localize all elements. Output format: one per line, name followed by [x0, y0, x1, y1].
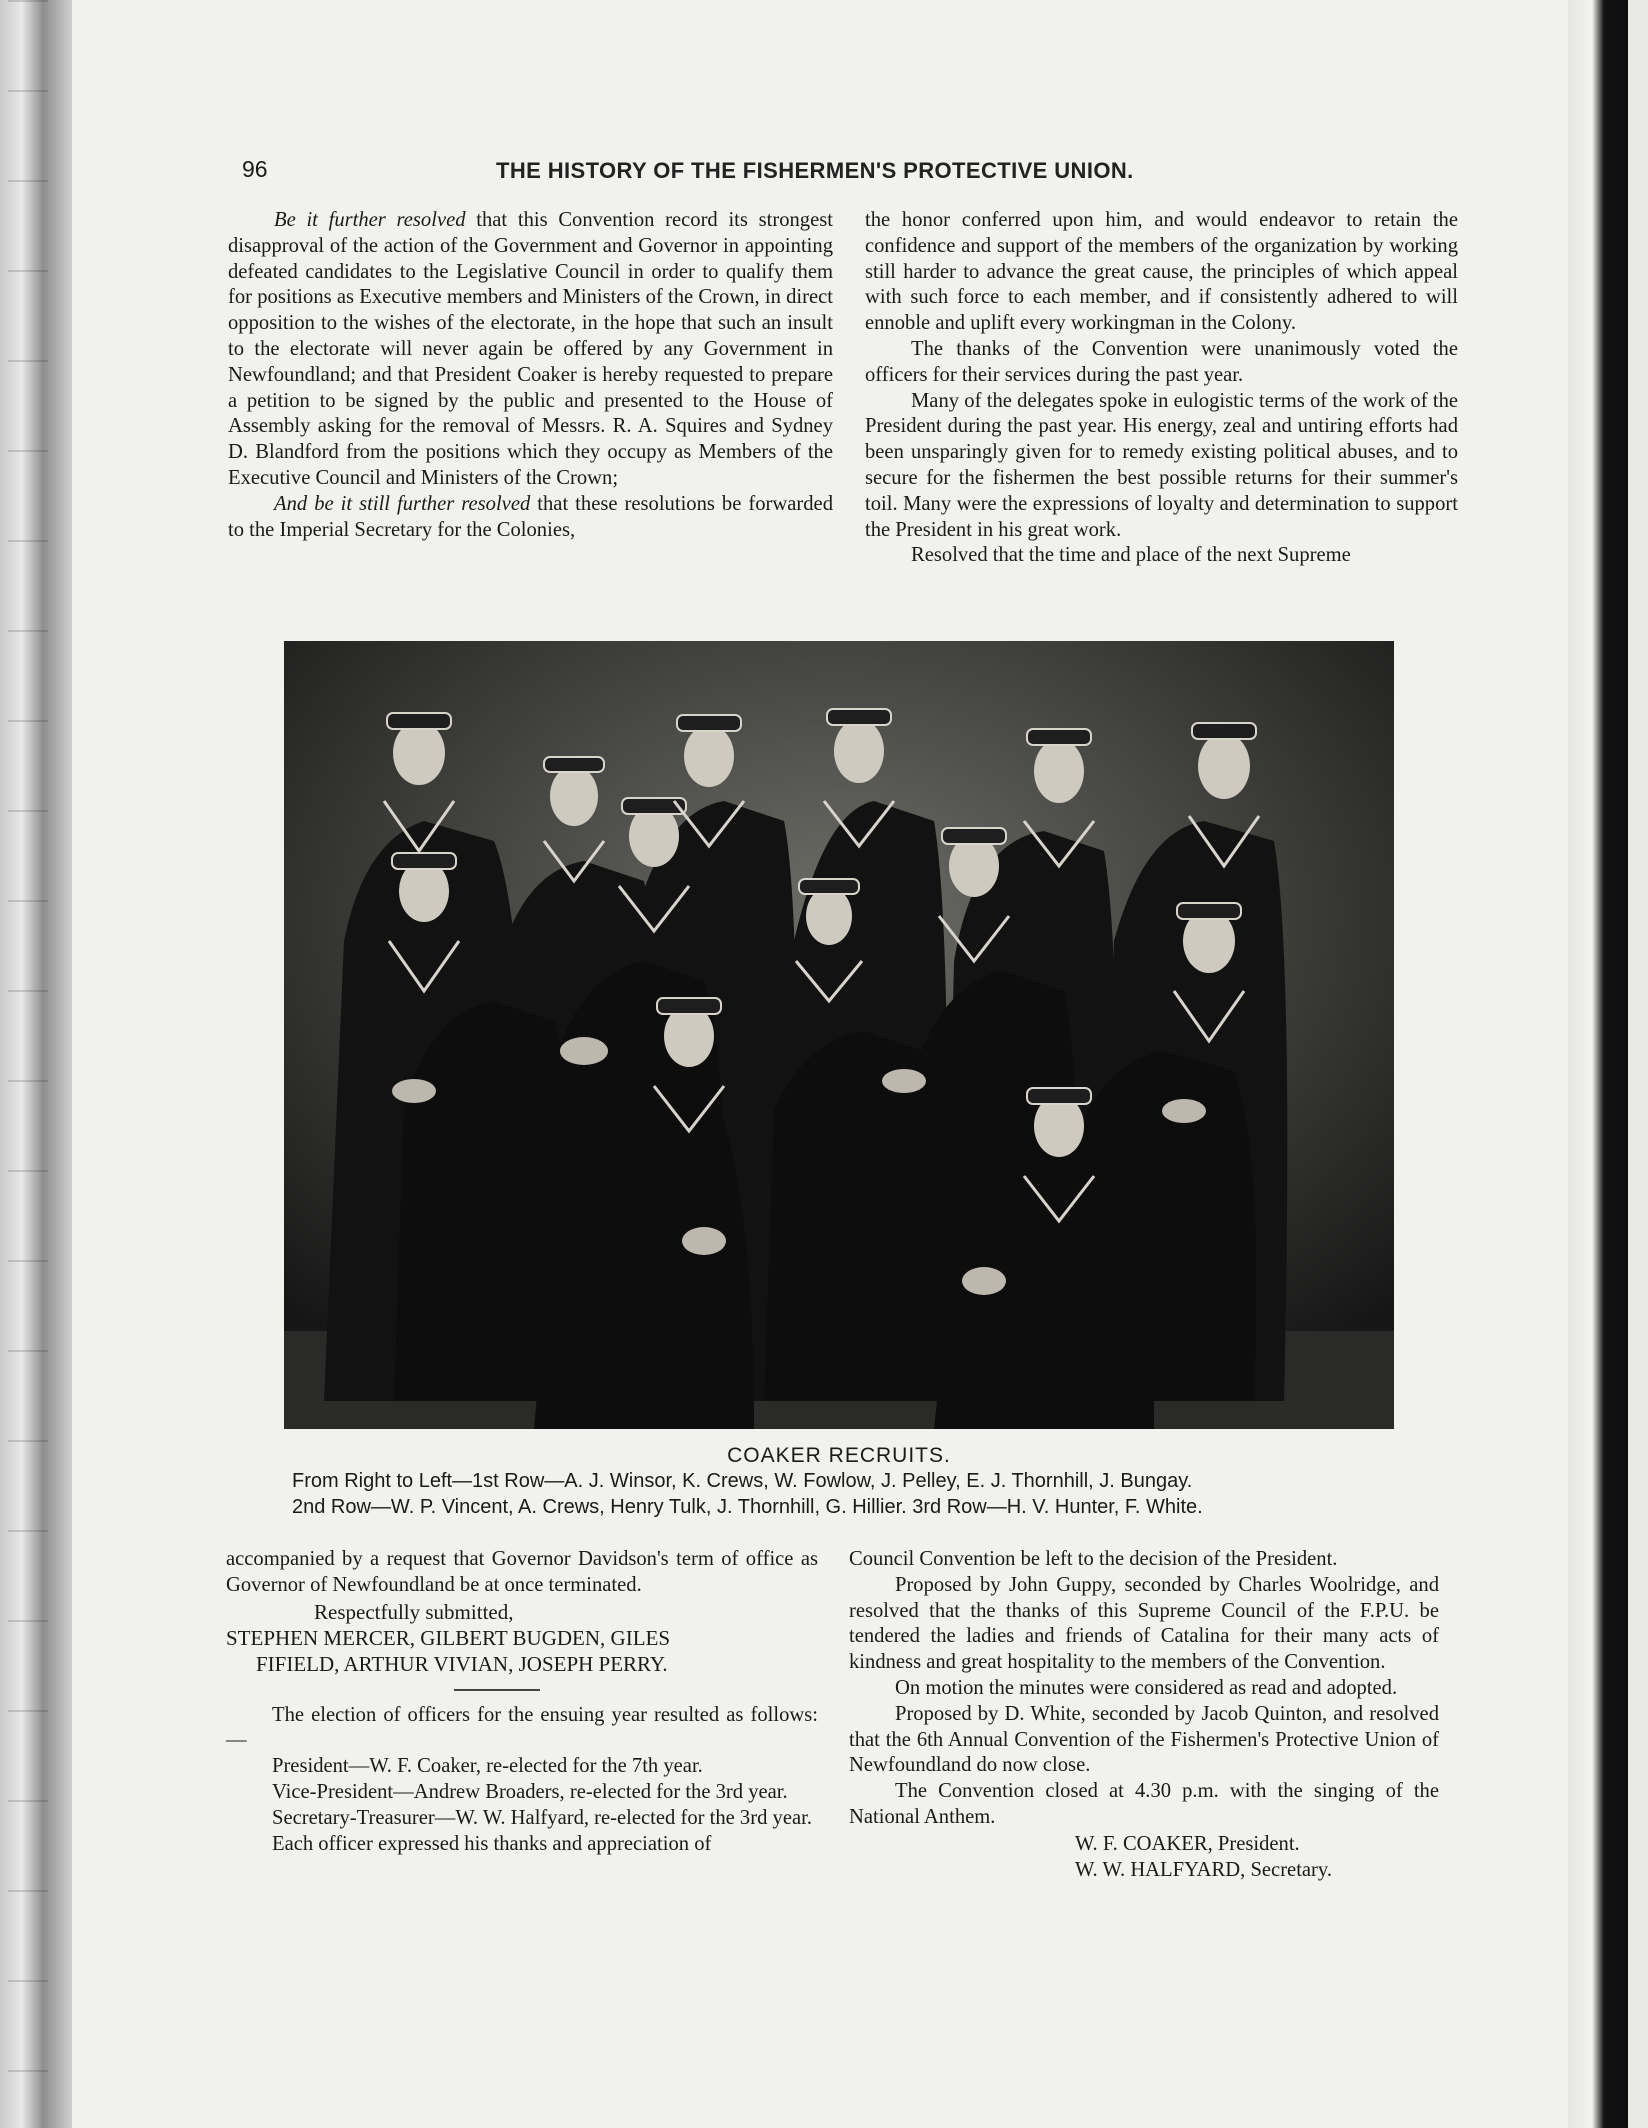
photo-caption-title: COAKER RECRUITS.: [727, 1444, 951, 1467]
paragraph: Council Convention be left to the decision of the President.: [849, 1548, 1338, 1570]
president-signature: W. F. COAKER, President.: [1075, 1832, 1300, 1855]
paragraph: Vice-President—Andrew Broaders, re-elected for the 3rd year.: [272, 1780, 788, 1803]
section-divider: [454, 1689, 540, 1691]
committee-signatures: [226, 1599, 818, 1677]
bottom-left-column: [226, 1547, 818, 1857]
top-left-column: [228, 208, 833, 543]
resolution-paragraph-2: [228, 492, 833, 544]
paragraph: Secretary-Treasurer—W. W. Halfyard, re-elected for the 3rd year.: [272, 1806, 812, 1829]
paragraph: Many of the delegates spoke in eulogistic terms of the work of the President during the past year. His energy, zeal and untiring efforts had been unsparingly given for to remedy existing political abuses, and to secure for the fishermen the best possible returns for their summer's toil. Many were the expressions of loyalty and determination to support the President in his great work.: [865, 389, 1458, 541]
next-page-edge: [1628, 0, 1648, 2128]
secretary-signature: W. W. HALFYARD, Secretary.: [1075, 1858, 1333, 1881]
photo-caption-line-2: 2nd Row—W. P. Vincent, A. Crews, Henry Tulk, J. Thornhill, G. Hillier. 3rd Row—H. V. Hunter, F. White.: [292, 1496, 1203, 1518]
respectfully-submitted: Respectfully submitted,: [314, 1599, 514, 1624]
group-photo-illustration: [284, 641, 1394, 1429]
paragraph: The Convention closed at 4.30 p.m. with the singing of the National Anthem.: [849, 1780, 1439, 1828]
paragraph: The thanks of the Convention were unanimously voted the officers for their services during the past year.: [865, 337, 1458, 386]
paragraph: The election of officers for the ensuing year resulted as follows:—: [226, 1703, 818, 1752]
resolution-lead-2: And be it still further resolved: [274, 492, 531, 515]
bottom-right-column: [849, 1547, 1439, 1883]
photo-caption-line-1: From Right to Left—1st Row—A. J. Winsor, K. Crews, W. Fowlow, J. Pelley, E. J. Thornhill, J. Bungay.: [292, 1470, 1193, 1492]
committee-names-line-2: FIFIELD, ARTHUR VIVIAN, JOSEPH PERRY.: [256, 1651, 668, 1676]
paragraph: the honor conferred upon him, and would endeavor to retain the confidence and support of the members of the organization by working still harder to advance the great cause, the principles of which appeal with such force to each member, and if consistently adhered to will ennoble and uplift every workingman in the Colony.: [865, 209, 1458, 335]
top-right-column: [865, 208, 1458, 569]
paragraph: On motion the minutes were considered as read and adopted.: [895, 1676, 1398, 1699]
group-photo: [284, 641, 1394, 1429]
paragraph: Proposed by D. White, seconded by Jacob Quinton, and resolved that the 6th Annual Convention of the Fishermen's Protective Union of Newfoundland do now close.: [849, 1702, 1439, 1777]
paragraph: Proposed by John Guppy, seconded by Charles Woolridge, and resolved that the thanks of this Supreme Council of the F.P.U. be tendered the ladies and friends of Catalina for their many acts of kindness and great hospitality to the members of the Convention.: [849, 1573, 1439, 1674]
resolution-lead-1: Be it further resolved: [274, 209, 466, 231]
resolution-paragraph-1: [228, 208, 833, 492]
running-head: THE HISTORY OF THE FISHERMEN'S PROTECTIVE UNION.: [496, 158, 1134, 183]
scan-left-edge: [0, 0, 72, 2128]
page-number: 96: [242, 156, 268, 182]
paragraph: accompanied by a request that Governor Davidson's term of office as Governor of Newfoundland be at once terminated.: [226, 1548, 818, 1596]
resolution-text-2: that these resolutions be forwarded to the Imperial Secretary for the Colonies,: [228, 492, 833, 541]
paragraph: Resolved that the time and place of the next Supreme: [911, 544, 1351, 567]
paragraph: President—W. F. Coaker, re-elected for the 7th year.: [272, 1755, 703, 1778]
resolution-text-1: that this Convention record its strongest disapproval of the action of the Government and Governor in appointing defeated candidates to the Legislative Council in order to qualify them for positions as Executive members and Ministers of the Crown, in direct opposition to the wishes of the electorate, in the hope that such an insult to the electorate will never again be offered by any Government in Newfoundland; and that President Coaker is hereby requested to prepare a petition to be signed by the public and presented to the House of Assembly asking for the removal of Messrs. R. A. Squires and Sydney D. Blandford from the positions which they occupy as Members of the Executive Council and Ministers of the Crown;: [228, 209, 833, 489]
paragraph: Each officer expressed his thanks and appreciation of: [272, 1832, 712, 1855]
committee-names-line-1: STEPHEN MERCER, GILBERT BUGDEN, GILES: [226, 1625, 671, 1650]
